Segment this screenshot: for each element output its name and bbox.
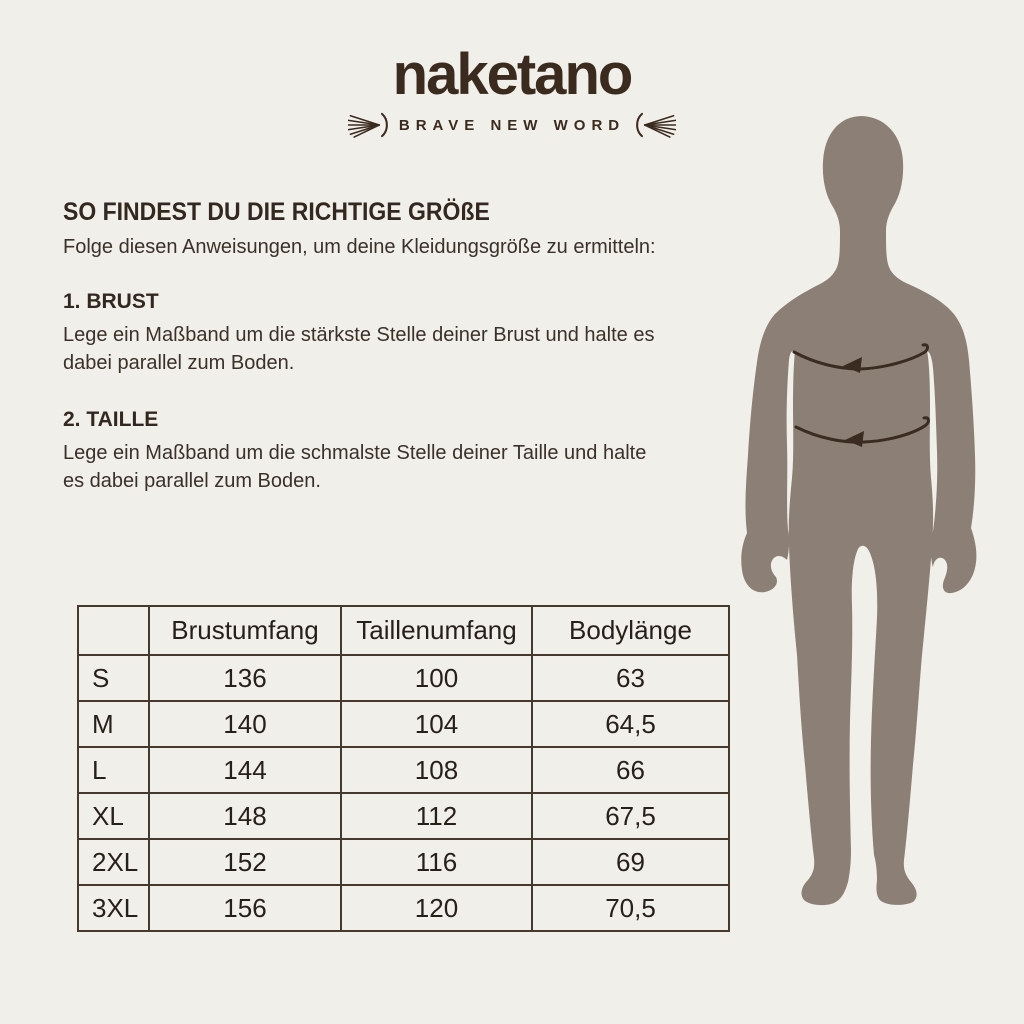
step-taille-title: 2. TAILLE <box>63 408 159 431</box>
body-value: 66 <box>532 747 729 793</box>
header-brustumfang: Brustumfang <box>149 606 341 655</box>
taille-value: 120 <box>341 885 532 931</box>
body-value: 64,5 <box>532 701 729 747</box>
brust-value: 148 <box>149 793 341 839</box>
brand-header <box>0 42 1024 138</box>
chest-measure-arrow <box>794 345 927 369</box>
header-bodylaenge: Bodylänge <box>532 606 729 655</box>
body-value: 63 <box>532 655 729 701</box>
taille-value: 100 <box>341 655 532 701</box>
taille-value: 112 <box>341 793 532 839</box>
table-row <box>78 701 729 747</box>
body-value: 67,5 <box>532 793 729 839</box>
header-size <box>78 606 149 655</box>
body-value: 70,5 <box>532 885 729 931</box>
size-label: S <box>78 655 149 701</box>
brust-value: 136 <box>149 655 341 701</box>
brust-value: 144 <box>149 747 341 793</box>
waist-arrowhead <box>845 431 864 447</box>
table-row <box>78 655 729 701</box>
table-row <box>78 793 729 839</box>
size-table <box>77 605 730 932</box>
wing-right-icon <box>634 112 676 138</box>
size-table-header-row <box>78 606 729 655</box>
brust-value: 140 <box>149 701 341 747</box>
wing-left-icon <box>348 112 390 138</box>
taille-value: 104 <box>341 701 532 747</box>
body-value: 69 <box>532 839 729 885</box>
size-label: M <box>78 701 149 747</box>
table-row <box>78 885 729 931</box>
brust-value: 156 <box>149 885 341 931</box>
brand-tagline: BRAVE NEW WORD <box>398 116 626 134</box>
page-title: SO FINDEST DU DIE RICHTIGE GRÖßE <box>63 198 490 226</box>
size-label: XL <box>78 793 149 839</box>
size-label: 2XL <box>78 839 149 885</box>
table-row <box>78 747 729 793</box>
brand-logo: naketano <box>392 42 632 107</box>
step-brust-text: Lege ein Maßband um die stärkste Stelle deiner Brust und halte es dabei parallel zum Boden. <box>63 324 655 374</box>
table-row <box>78 839 729 885</box>
step-brust-title: 1. BRUST <box>63 290 159 313</box>
size-label: 3XL <box>78 885 149 931</box>
chest-arrowhead <box>843 357 862 373</box>
taille-value: 108 <box>341 747 532 793</box>
instructions-section <box>63 198 663 495</box>
step-taille <box>63 408 663 495</box>
step-taille-text: Lege ein Maßband um die schmalste Stelle deiner Taille und halte es dabei parallel zum Boden. <box>63 442 647 492</box>
size-label: L <box>78 747 149 793</box>
brust-value: 152 <box>149 839 341 885</box>
waist-measure-arrow <box>796 418 928 442</box>
taille-value: 116 <box>341 839 532 885</box>
step-brust <box>63 290 663 377</box>
brand-tagline-row <box>0 112 1024 138</box>
page-subtitle: Folge diesen Anweisungen, um deine Kleidungsgröße zu ermitteln: <box>63 236 656 258</box>
header-taillenumfang: Taillenumfang <box>341 606 532 655</box>
